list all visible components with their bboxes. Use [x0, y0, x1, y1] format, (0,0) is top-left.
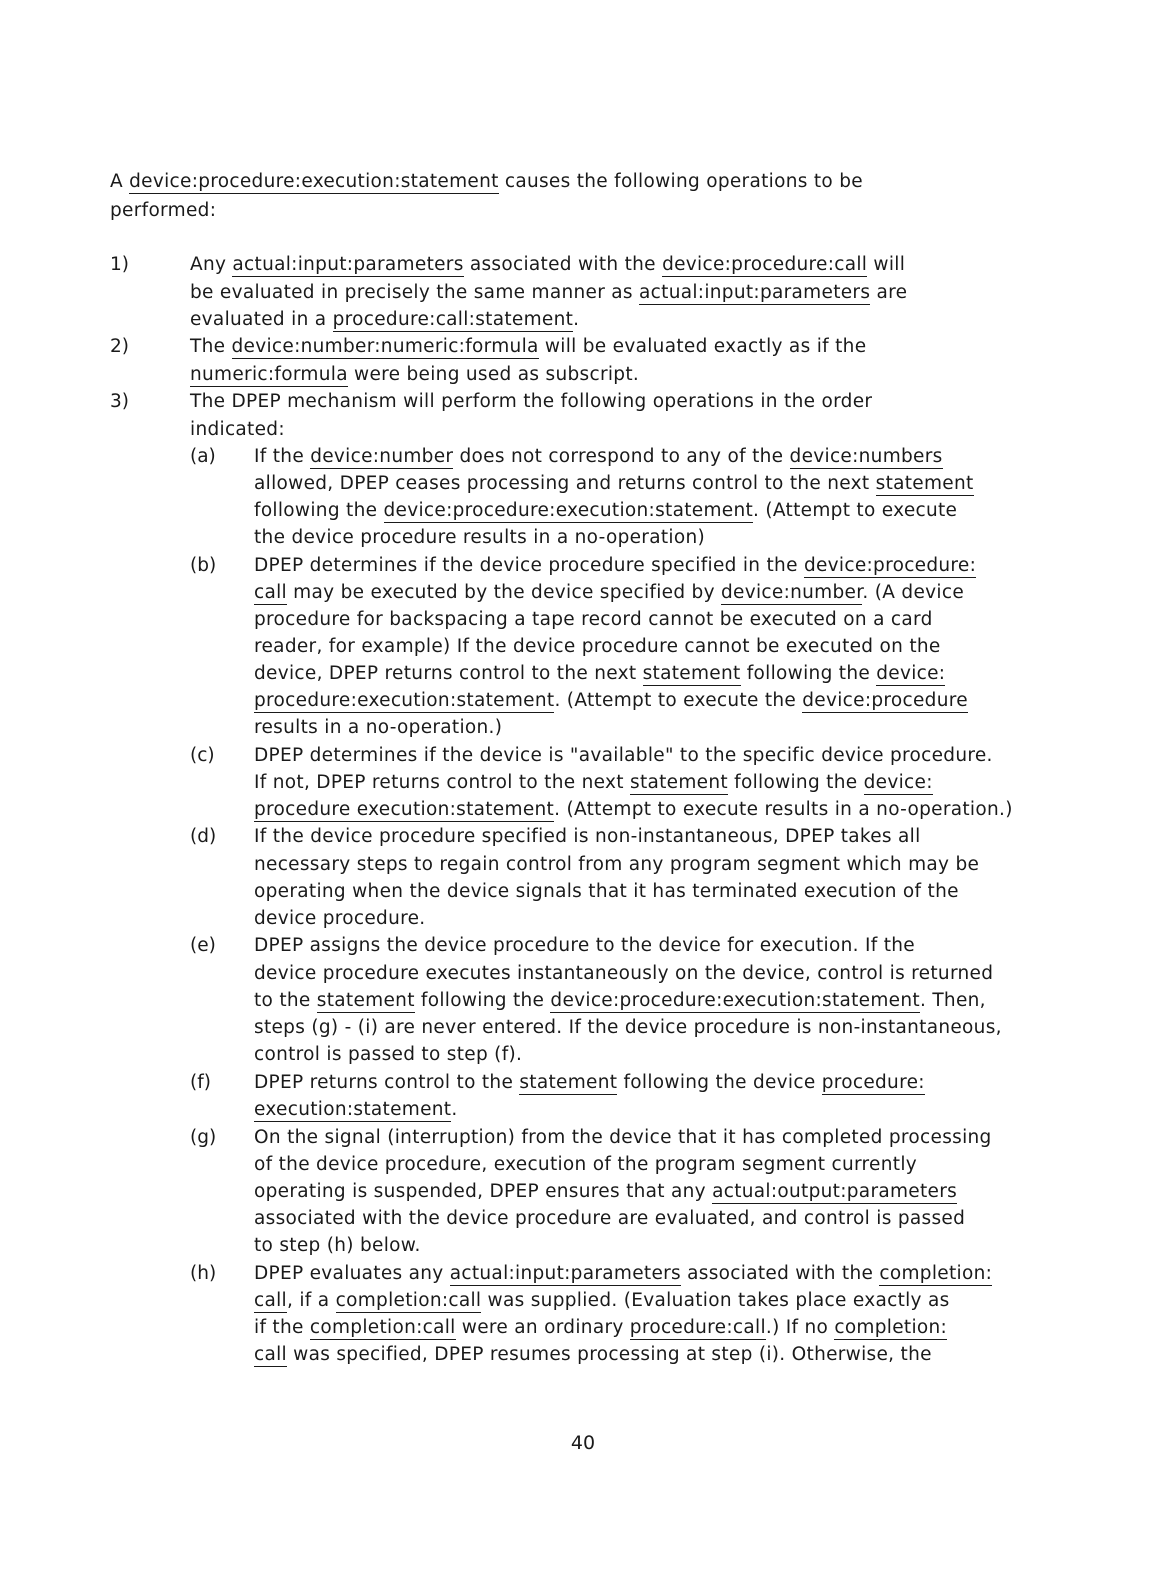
text-run: . (Attempt to execute	[753, 500, 958, 521]
text-run: procedure for backspacing a tape record cannot be executed on a card	[254, 609, 933, 630]
underlined-term: statement	[316, 990, 415, 1011]
text-line	[254, 1181, 957, 1203]
text-line	[254, 1154, 917, 1176]
text-line	[254, 1072, 925, 1094]
text-run: following the device	[617, 1072, 822, 1093]
text-run: were an ordinary	[455, 1317, 630, 1338]
text-line	[254, 1044, 522, 1066]
underlined-term: actual:input:parameters	[232, 254, 464, 275]
sublist-item-letter: (g)	[190, 1127, 217, 1148]
underlined-term: completion:call	[335, 1290, 482, 1311]
underlined-term: call	[254, 1344, 287, 1365]
sublist-item-letter: (b)	[190, 555, 217, 576]
text-line	[254, 500, 957, 522]
text-line	[254, 799, 1013, 821]
text-run: DPEP evaluates any	[254, 1263, 450, 1284]
text-run: if the	[254, 1317, 310, 1338]
text-run: allowed, DPEP ceases processing and returns control to the next	[254, 473, 876, 494]
underlined-term: numeric:formula	[190, 364, 348, 385]
underlined-term: execution:statement	[254, 1099, 452, 1120]
text-line	[254, 854, 979, 876]
text-line	[254, 473, 974, 495]
text-run: following the	[414, 990, 551, 1011]
text-run: reader, for example) If the device procedure cannot be executed on the	[254, 636, 941, 657]
text-run: are	[870, 282, 908, 303]
underlined-term: actual:input:parameters	[449, 1263, 681, 1284]
underlined-term: procedure:call	[629, 1317, 766, 1338]
text-line	[254, 935, 915, 957]
text-run: Any	[190, 254, 233, 275]
text-run: following the	[740, 663, 877, 684]
text-line	[254, 690, 968, 712]
text-run: was specified, DPEP resumes processing at step (i). Otherwise, the	[287, 1344, 932, 1365]
text-run: .	[451, 1099, 458, 1120]
text-run: .) If no	[765, 1317, 835, 1338]
text-line	[190, 391, 872, 413]
underlined-term: call	[254, 582, 287, 603]
text-line	[254, 745, 993, 767]
underlined-term: device:procedure:execution:statement	[550, 990, 920, 1011]
underlined-term: statement	[642, 663, 741, 684]
text-line	[190, 419, 285, 441]
text-run: may be executed by the device specified by	[287, 582, 722, 603]
text-run: necessary steps to regain control from any program segment which may be	[254, 854, 980, 875]
text-run: The DPEP mechanism will perform the following operations in the order	[190, 391, 873, 412]
sublist-item-letter: (a)	[190, 446, 216, 467]
underlined-term: device:procedure:execution:statement	[383, 500, 754, 521]
text-run: On the signal (interruption) from the device that it has completed processing	[254, 1127, 992, 1148]
underlined-term: completion:	[834, 1317, 948, 1338]
underlined-term: device:	[876, 663, 946, 684]
text-run: device procedure executes instantaneously on the device, control is returned	[254, 963, 994, 984]
underlined-term: device:number	[310, 446, 454, 467]
text-line	[254, 636, 941, 658]
sublist-item-letter: (h)	[190, 1263, 217, 1284]
text-line	[254, 1344, 932, 1366]
text-line	[254, 527, 705, 549]
text-line	[254, 1235, 421, 1257]
text-line	[254, 908, 426, 930]
text-run: steps (g) - (i) are never entered. If the device procedure is non-instantaneous,	[254, 1017, 1002, 1038]
text-run: was supplied. (Evaluation takes place exactly as	[481, 1290, 950, 1311]
text-run: . (Attempt to execute the	[554, 690, 803, 711]
page-number: 40	[570, 1432, 596, 1454]
underlined-term: procedure execution:statement	[254, 799, 555, 820]
text-line	[190, 309, 579, 331]
text-run: will be evaluated exactly as if the	[538, 336, 867, 357]
underlined-term: statement	[875, 473, 974, 494]
underlined-term: statement	[519, 1072, 618, 1093]
text-run: If the device procedure specified is non-instantaneous, DPEP takes all	[254, 826, 921, 847]
text-run: be evaluated in precisely the same manner as	[190, 282, 640, 303]
text-line	[254, 582, 964, 604]
text-line	[254, 1290, 950, 1312]
text-run: to step (h) below.	[254, 1235, 421, 1256]
text-run: control is passed to step (f).	[254, 1044, 523, 1065]
text-run: DPEP determines if the device procedure specified in the	[254, 555, 804, 576]
text-line	[254, 663, 945, 685]
underlined-term: device:procedure:	[803, 555, 977, 576]
underlined-term: actual:input:parameters	[639, 282, 871, 303]
text-run: of the device procedure, execution of the program segment currently	[254, 1154, 918, 1175]
underlined-term: device:number:numeric:formula	[231, 336, 539, 357]
text-run: associated with the device procedure are evaluated, and control is passed	[254, 1208, 966, 1229]
text-run: evaluated in a	[190, 309, 333, 330]
text-line	[254, 1208, 965, 1230]
text-run: DPEP returns control to the	[254, 1072, 520, 1093]
underlined-term: procedure:execution:statement	[254, 690, 555, 711]
text-run: If the	[254, 446, 311, 467]
text-line	[254, 1017, 1002, 1039]
text-run: were being used as subscript.	[347, 364, 640, 385]
underlined-term: call	[254, 1290, 287, 1311]
text-line	[254, 881, 959, 903]
text-line	[190, 336, 866, 358]
text-run: , if a	[287, 1290, 336, 1311]
text-run: does not correspond to any of the	[453, 446, 790, 467]
text-line	[254, 555, 976, 577]
text-line	[254, 963, 993, 985]
text-run: A	[110, 171, 130, 192]
text-run: following the	[254, 500, 384, 521]
underlined-term: device:procedure:execution:statement	[129, 171, 499, 192]
text-run: If not, DPEP returns control to the next	[254, 772, 630, 793]
text-run: operating is suspended, DPEP ensures that any	[254, 1181, 713, 1202]
underlined-term: statement	[630, 772, 728, 793]
text-line	[254, 1127, 992, 1149]
text-line	[254, 772, 933, 794]
text-line	[254, 446, 943, 468]
text-run: operating when the device signals that it has terminated execution of the	[254, 881, 959, 902]
sublist-item-letter: (c)	[190, 745, 215, 766]
sublist-item-letter: (d)	[190, 826, 217, 847]
text-run: device, DPEP returns control to the next	[254, 663, 643, 684]
text-run: the device procedure results in a no-operation)	[254, 527, 705, 548]
underlined-term: completion:	[879, 1263, 993, 1284]
text-run: DPEP determines if the device is "available" to the specific device procedure.	[254, 745, 993, 766]
text-run: to the	[254, 990, 317, 1011]
text-run: The	[190, 336, 232, 357]
underlined-term: device:procedure:call	[662, 254, 868, 275]
text-run: associated with the	[463, 254, 663, 275]
underlined-term: device:	[863, 772, 933, 793]
underlined-term: procedure:call:statement	[332, 309, 574, 330]
text-line	[254, 1317, 947, 1339]
underlined-term: device:numbers	[789, 446, 943, 467]
list-item-number: 2)	[110, 336, 129, 357]
underlined-term: procedure:	[821, 1072, 925, 1093]
underlined-term: device:number	[721, 582, 863, 603]
text-run: . (A device	[862, 582, 965, 603]
text-line	[254, 717, 502, 739]
sublist-item-letter: (e)	[190, 935, 216, 956]
list-item-number: 3)	[110, 391, 129, 412]
text-line	[254, 1263, 992, 1285]
text-run: device procedure.	[254, 908, 426, 929]
underlined-term: completion:call	[309, 1317, 456, 1338]
text-line	[110, 200, 216, 222]
text-run: . (Attempt to execute results in a no-operation.)	[554, 799, 1013, 820]
text-line	[254, 609, 933, 631]
text-run: indicated:	[190, 419, 285, 440]
text-run: .	[573, 309, 580, 330]
text-run: . Then,	[919, 990, 986, 1011]
text-line	[110, 171, 863, 193]
text-line	[190, 364, 639, 386]
text-run: DPEP assigns the device procedure to the device for execution. If the	[254, 935, 915, 956]
text-run: causes the following operations to be	[498, 171, 863, 192]
text-run: will	[867, 254, 906, 275]
text-run: following the	[727, 772, 864, 793]
text-run: performed:	[110, 200, 217, 221]
text-line	[190, 254, 905, 276]
text-line	[254, 826, 921, 848]
text-line	[190, 282, 907, 304]
text-run: results in a no-operation.)	[254, 717, 503, 738]
text-line	[254, 1099, 458, 1121]
sublist-item-letter: (f)	[190, 1072, 211, 1093]
text-line	[254, 990, 986, 1012]
list-item-number: 1)	[110, 254, 129, 275]
underlined-term: device:procedure	[802, 690, 968, 711]
text-run: associated with the	[680, 1263, 880, 1284]
underlined-term: actual:output:parameters	[712, 1181, 958, 1202]
